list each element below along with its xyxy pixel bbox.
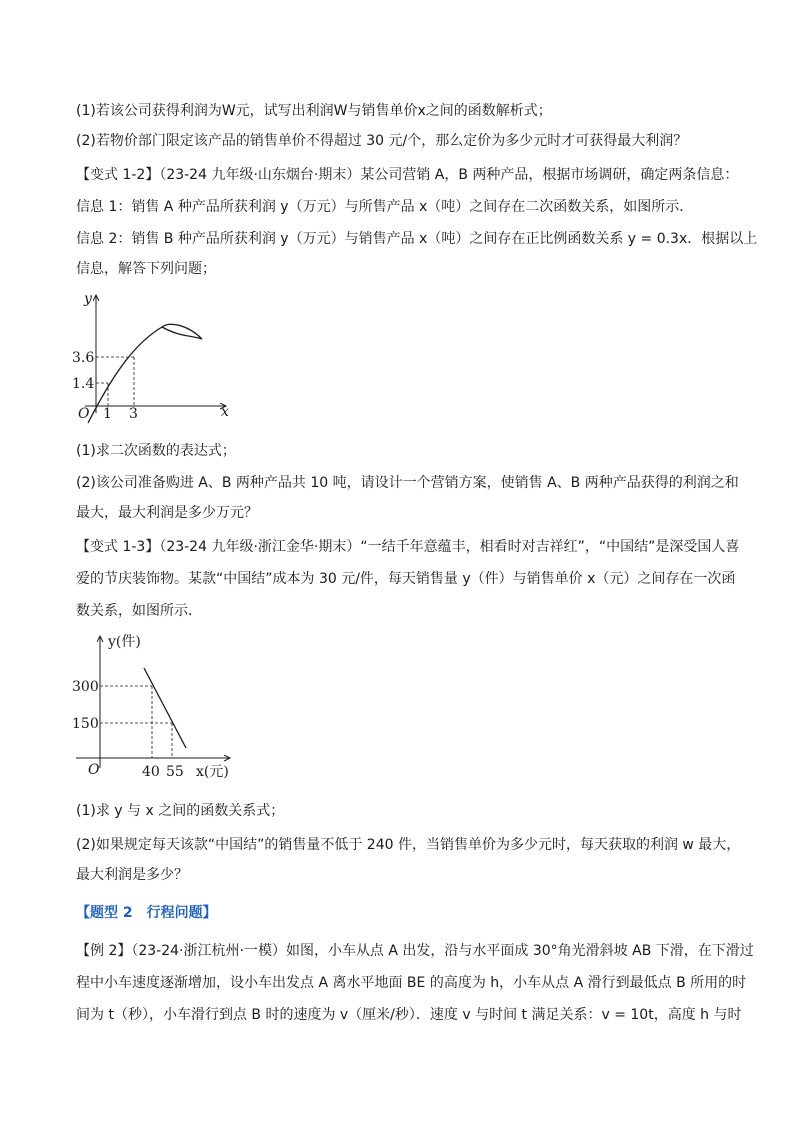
- problem-line: (2)若物价部门限定该产品的销售单价不得超过 30 元/个，那么定价为多少元时才可获得最大利润？: [76, 133, 688, 149]
- variant-1-2-line: 【变式 1-2】（23-24 九年级·山东烟台·期末）某公司营销 A，B 两种产品，根据市场调研，确定两条信息：: [76, 167, 739, 183]
- y-tick-label: 150: [72, 716, 99, 732]
- x-tick-label: 55: [166, 764, 184, 780]
- question-line-cont: 最大利润是多少？: [76, 867, 188, 883]
- variant-1-3-line-cont: 爱的节庆装饰物。某款“中国结”成本为 30 元/件，每天销售量 y（件）与销售单价 x（元）之间存在一次函: [76, 571, 736, 587]
- question-line: (1)求二次函数的表达式；: [76, 443, 236, 459]
- info-1-line: 信息 1：销售 A 种产品所获利润 y（万元）与所售产品 x（吨）之间存在二次函数关系，如图所示．: [76, 199, 694, 215]
- question-line: (2)如果规定每天该款“中国结”的销售量不低于 240 件，当销售单价为多少元时，每天获取的利润 w 最大，: [76, 837, 741, 853]
- origin-label: O: [88, 762, 100, 778]
- info-2-line: 信息 2：销售 B 种产品所获利润 y（万元）与销售产品 x（吨）之间存在正比例函数关系 y = 0.3x．根据以上: [76, 231, 758, 247]
- y-tick-label: 1.4: [72, 376, 95, 392]
- quadratic-graph: [70, 285, 250, 425]
- question-line-cont: 最大，最大利润是多少万元？: [76, 505, 258, 521]
- section-heading: 【题型 2 行程问题】: [76, 905, 217, 921]
- x-tick-label: 40: [142, 764, 160, 780]
- variant-1-3-line-cont: 数关系，如图所示．: [76, 603, 202, 619]
- y-tick-label: 300: [72, 679, 99, 695]
- question-line: (2)该公司准备购进 A、B 两种产品共 10 吨，请设计一个营销方案，使销售 A、B 两种产品获得的利润之和: [76, 475, 739, 491]
- problem-line: (1)若该公司获得利润为W元，试写出利润W与销售单价x之间的函数解析式；: [76, 103, 552, 119]
- y-tick-label: 3.6: [72, 350, 95, 366]
- origin-label: O: [78, 406, 90, 422]
- info-2-line-cont: 信息，解答下列问题；: [76, 261, 216, 277]
- question-line: (1)求 y 与 x 之间的函数关系式；: [76, 803, 285, 819]
- x-axis-label: x(元): [196, 764, 229, 780]
- example-line-cont: 间为 t（秒），小车滑行到点 B 时的速度为 v（厘米/秒）．速度 v 与时间 t 满足关系：v = 10t，高度 h 与时: [76, 1007, 742, 1023]
- example-line-cont: 程中小车速度逐渐增加，设小车出发点 A 离水平地面 BE 的高度为 h，小车从点 A 滑行到最低点 B 所用的时: [76, 975, 747, 991]
- demand-line: [144, 668, 186, 748]
- x-tick-label: 3: [129, 406, 138, 422]
- x-axis-label: x: [221, 404, 229, 420]
- x-tick-label: 1: [103, 406, 112, 422]
- linear-graph: [68, 628, 248, 786]
- variant-1-3-line: 【变式 1-3】（23-24 九年级·浙江金华·期末）“一结千年意蕴丰，相看时对吉祥红”，“中国结”是深受国人喜: [76, 539, 740, 555]
- y-axis-label: y(件): [108, 634, 141, 650]
- example-line: 【例 2】（23-24·浙江杭州·一模）如图，小车从点 A 出发，沿与水平面成 30°角光滑斜坡 AB 下滑，在下滑过: [76, 943, 754, 959]
- y-axis-label: y: [84, 291, 92, 307]
